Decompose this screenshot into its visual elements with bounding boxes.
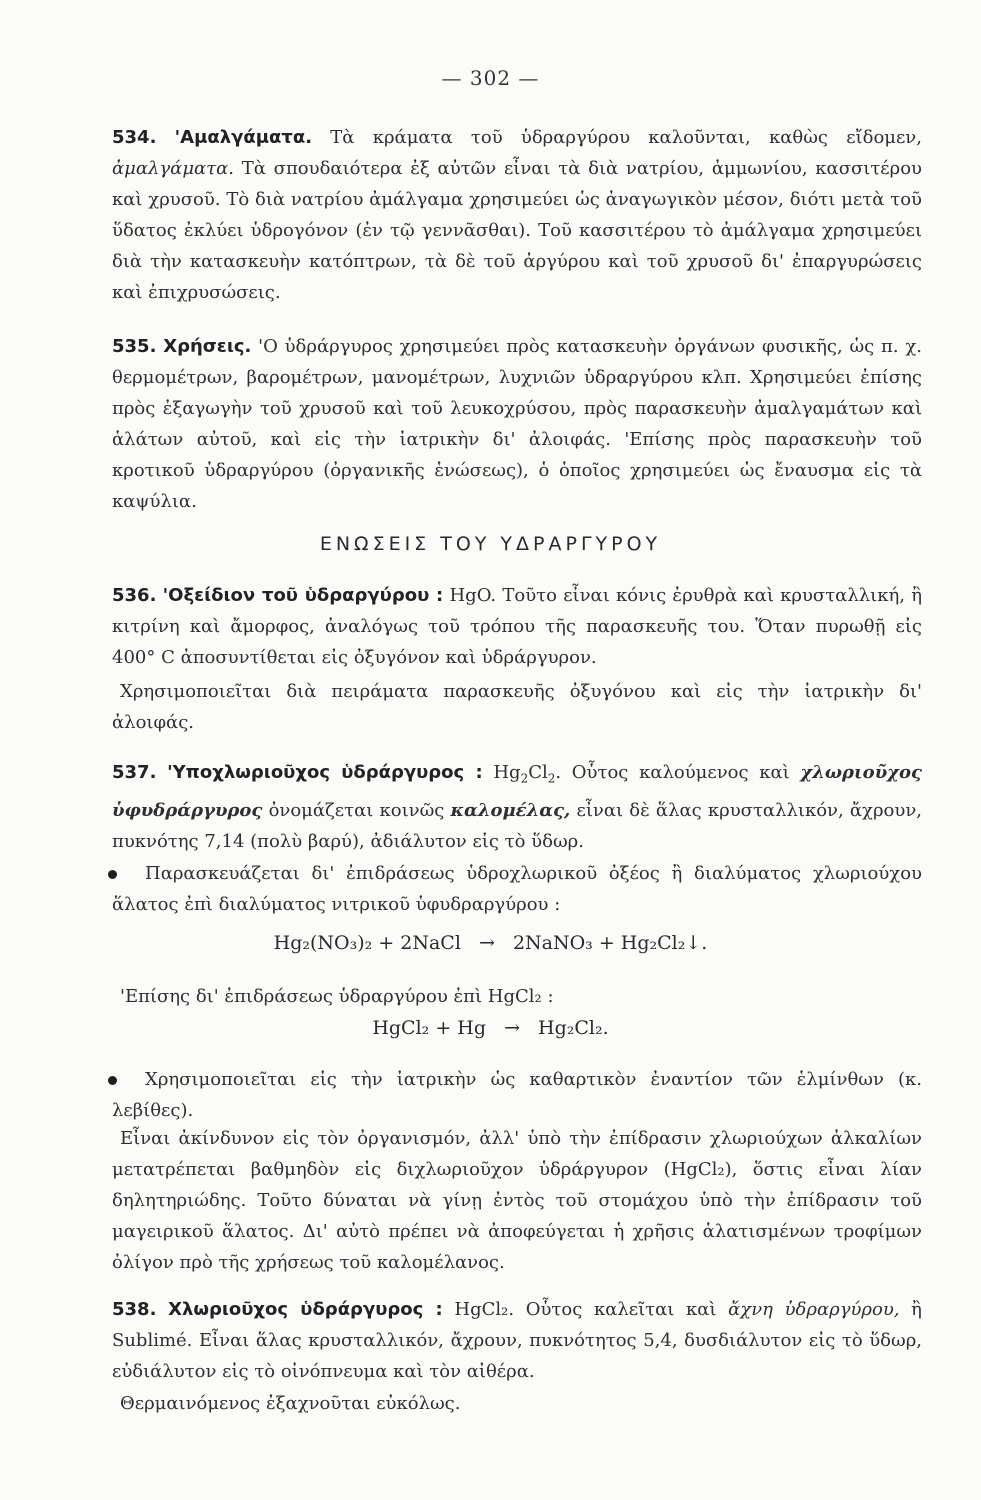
paragraph-text: Χρησιμοποιεῖται διὰ πειράματα παρασκευῆς ὀξυγόνου καὶ εἰς τὴν ἰατρικὴν δι' ἀλοιφάς. [112, 681, 922, 733]
equation-2 [0, 1017, 981, 1039]
section-537-alternative [112, 981, 922, 1012]
paragraph-text: Χρησιμοποιεῖται εἰς τὴν ἰατρικὴν ὡς καθαρτικὸν ἐναντίον τῶν ἑλμίνθων (κ. λεβίθες). [112, 1069, 922, 1121]
section-536 [112, 580, 922, 673]
italic-term: χλωριοῦχος ὑφυδράργυρος [112, 762, 922, 821]
section-536-usage [112, 676, 922, 738]
arrow-icon: → [504, 1017, 520, 1039]
section-number: 537. [112, 762, 157, 783]
bold-italic-term: καλομέλας, [450, 799, 571, 821]
paragraph-text: Εἶναι ἀκίνδυνον εἰς τὸν ὀργανισμόν, ἀλλ' ὑπὸ τὴν ἐπίδρασιν χλωριούχων ἀλκαλίων μετατρέπεται βαθμηδὸν εἰς διχλωριοῦχον ὑδράργυρον (HgCl₂), ὅστις εἶναι λίαν δηλητηριώδης. Τοῦτο δύναται νὰ γίνῃ ἐντὸς τοῦ στομάχου ὑπὸ τὴν ἐπίδρασιν τοῦ μαγειρικοῦ ἅλατος. Δι' αὐτὸ πρέπει νὰ ἀποφεύγεται ἡ χρῆσις ἁλατισμένων τροφίμων ὀλίγον πρὸ τῆς χρήσεως τοῦ καλομέλανος. [112, 1128, 922, 1273]
section-537-toxicity [112, 1123, 922, 1278]
paragraph-text: 'Επίσης δι' ἐπιδράσεως ὑδραργύρου ἐπὶ HgCl₂ : [120, 986, 554, 1007]
paragraph-text: Τὰ σπουδαιότερα ἐξ αὐτῶν εἶναι τὰ διὰ νατρίου, ἀμμωνίου, κασσιτέρου καὶ χρυσοῦ. Τὸ διὰ νατρίου ἀμάλγαμα χρησιμεύει ὡς ἀναγωγικὸν μέσον, διότι μετὰ τοῦ ὕδατος ἐκλύει ὑδρογόνον (ἐν τῷ γεννᾶσθαι). Τοῦ κασσιτέρου τὸ ἀμάλγαμα χρησιμεύει διὰ τὴν κατασκευὴν κατόπτρων, τὰ δὲ τοῦ ἀργύρου καὶ τοῦ χρυσοῦ δι' ἐπαργυρώσεις καὶ ἐπιχρυσώσεις. [112, 158, 922, 303]
section-title: 'Αμαλγάματα. [174, 127, 313, 148]
page-number: — 302 — [441, 66, 540, 90]
arrow-icon: → [478, 932, 495, 954]
section-number: 538. [112, 1299, 157, 1320]
formula: $Hg_2Cl_2$ [482, 762, 556, 786]
chapter-heading: ΕΝΩΣΕΙΣ ΤΟΥ ΥΔΡΑΡΓΥΡΟΥ [319, 533, 662, 555]
equation-right: 2NaNO₃ + Hg₂Cl₂↓. [512, 932, 708, 954]
paragraph-text: ἢ Sublimé. Εἶναι ἅλας κρυσταλλικόν, ἄχρουν, πυκνότητος 5,4, δυσδιάλυτον εἰς τὸ ὕδωρ, εὐδιάλυτον εἰς τὸ οἰνόπνευμα καὶ τὸν αἰθέρα. [112, 1299, 922, 1382]
paragraph-text: Θερμαινόμενος ἐξαχνοῦται εὐκόλως. [120, 1393, 461, 1414]
bullet-icon [108, 870, 117, 879]
section-title: 'Υποχλωριοῦχος ὑδράργυρος : [167, 762, 483, 783]
section-537 [112, 757, 922, 857]
paragraph-text: . Οὗτος καλούμενος καὶ [555, 762, 801, 783]
section-535 [112, 331, 922, 517]
italic-term: ἄχνη ὑδραργύρου, [728, 1299, 900, 1320]
equation-left: Hg₂(NO₃)₂ + 2NaCl [273, 932, 461, 954]
paragraph-text: Οὗτος καλεῖται καὶ [514, 1299, 729, 1320]
paragraph-text: Τοῦτο εἶναι κόνις ἐρυθρὰ καὶ κρυσταλλική, ἢ κιτρίνη καὶ ἄμορφος, ἀναλόγως τοῦ τρόπου τῆς παρασκευῆς του. Ὅταν πυρωθῇ εἰς 400° C ἀποσυντίθεται εἰς ὀξυγόνον καὶ ὑδράργυρον. [112, 585, 922, 668]
section-title: Χρήσεις. [163, 336, 252, 357]
equation-right: Hg₂Cl₂. [538, 1017, 609, 1039]
equation-1 [0, 932, 981, 954]
section-title: Χλωριοῦχος ὑδράργυρος : [168, 1299, 443, 1320]
section-number: 536. [112, 585, 157, 606]
bullet-icon [108, 1076, 117, 1085]
formula: HgO. [443, 585, 497, 606]
section-537-preparation [112, 858, 922, 920]
paragraph-text: Παρασκευάζεται δι' ἐπιδράσεως ὑδροχλωρικοῦ ὀξέος ἢ διαλύματος χλωριούχου ἅλατος ἐπὶ διαλύματος νιτρικοῦ ὑφυδραργύρου : [112, 863, 922, 915]
italic-term: ἀμαλγάματα. [112, 158, 235, 179]
section-number: 535. [112, 336, 157, 357]
section-534 [112, 122, 922, 308]
section-537-usage [112, 1064, 922, 1126]
formula: HgCl₂. [442, 1299, 515, 1320]
section-title: 'Οξείδιον τοῦ ὑδραργύρου : [162, 585, 444, 606]
section-538 [112, 1294, 922, 1387]
paragraph-text: 'Ο ὑδράργυρος χρησιμεύει πρὸς κατασκευὴν ὀργάνων φυσικῆς, ὡς π. χ. θερμομέτρων, βαρομέτρων, μανομέτρων, λυχνιῶν ὑδραργύρου κλπ. Χρησιμεύει ἐπίσης πρὸς ἐξαγωγὴν τοῦ χρυσοῦ καὶ τοῦ λευκοχρύσου, πρὸς παρασκευὴν ἀμαλγαμάτων καὶ ἁλάτων αὐτοῦ, καὶ εἰς τὴν ἰατρικὴν δι' ἀλοιφάς. 'Επίσης πρὸς παρασκευὴν τοῦ κροτικοῦ ὑδραργύρου (ὀργανικῆς ἑνώσεως), ὁ ὁποῖος χρησιμεύει ὡς ἔναυσμα εἰς τὰ καψύλια. [112, 336, 922, 512]
section-number: 534. [112, 127, 157, 148]
paragraph-text: Τὰ κράματα τοῦ ὑδραργύρου καλοῦνται, καθὼς εἴδομεν, [312, 127, 922, 148]
paragraph-text: εἶναι δὲ ἅλας κρυσταλλικόν, ἄχρουν, πυκνότης 7,14 (πολὺ βαρύ), ἀδιάλυτον εἰς τὸ ὕδωρ. [112, 799, 922, 852]
paragraph-text: ὀνομάζεται κοινῶς [262, 799, 451, 821]
equation-left: HgCl₂ + Hg [372, 1017, 487, 1039]
section-538-heating [112, 1388, 922, 1419]
